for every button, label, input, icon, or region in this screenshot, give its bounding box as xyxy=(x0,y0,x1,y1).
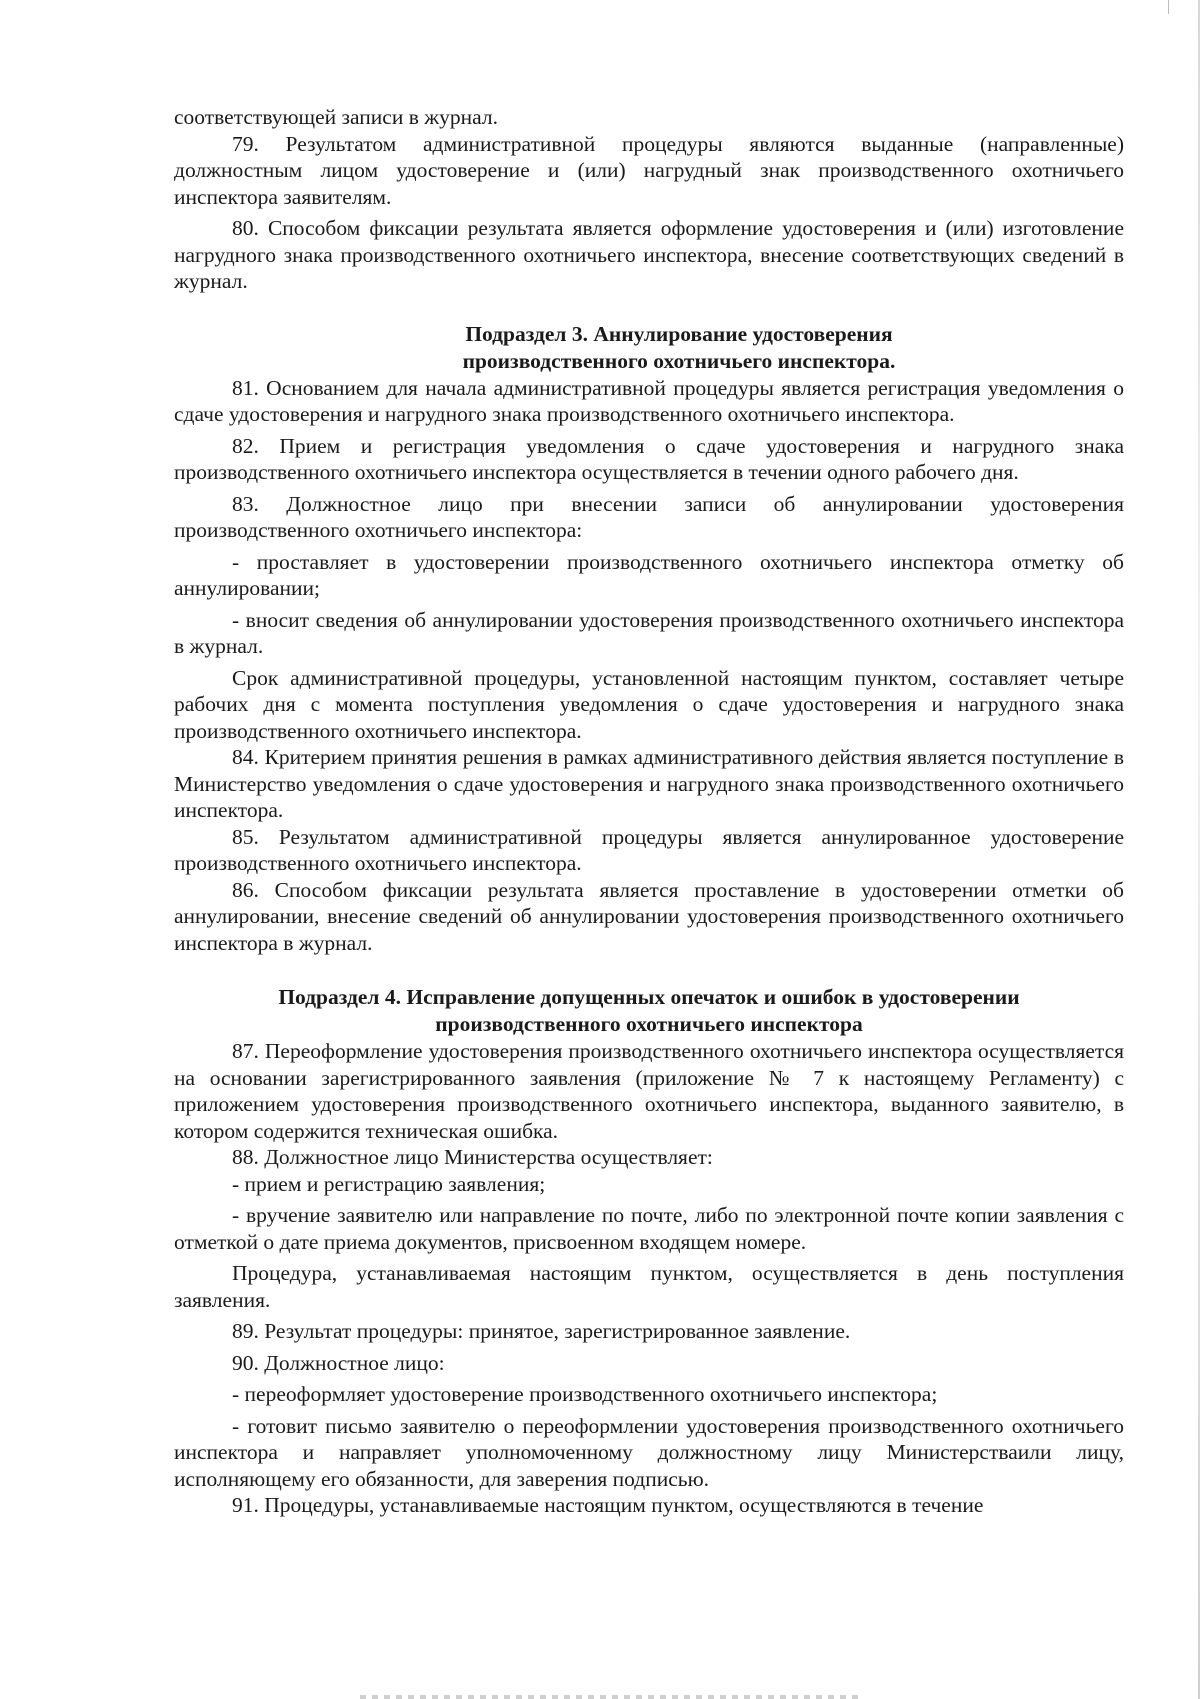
paragraph-86: 86. Способом фиксации результата является проставление в удостоверении отметки об аннулировании, внесение сведений об аннулировании удостоверения производственного охотничьего инспектора в журнал. xyxy=(174,877,1124,955)
document-body xyxy=(174,104,1124,1519)
paragraph-83-term: Срок административной процедуры, установленной настоящим пунктом, составляет четыре рабочих дня с момента поступления уведомления о сдаче удостоверения и нагрудного знака производственного охотничьего инспектора. xyxy=(174,665,1124,743)
paragraph-82: 82. Прием и регистрация уведомления о сдаче удостоверения и нагрудного знака производственного охотничьего инспектора осуществляется в течении одного рабочего дня. xyxy=(174,433,1124,484)
subsection-4-heading xyxy=(174,984,1124,1038)
paragraph-83-item-b: - вносит сведения об аннулировании удостоверения производственного охотничьего инспектора в журнал. xyxy=(174,607,1124,658)
subsection-3-title-line-2: производственного охотничьего инспектора. xyxy=(462,348,896,373)
paragraph-87: 87. Переоформление удостоверения производственного охотничьего инспектора осуществляется на основании зарегистрированного заявления (приложение № 7 к настоящему Регламенту) с приложением удостоверения производственного охотничьего инспектора, выданного заявителю, в котором содержится техническая ошибка. xyxy=(174,1039,1124,1143)
paragraph-83-item-a: - проставляет в удостоверении производственного охотничьего инспектора отметку об аннулировании; xyxy=(174,549,1124,600)
paragraph-90-item-b: - готовит письмо заявителю о переоформлении удостоверения производственного охотничьего инспектора и направляет уполномоченному должностному лицу Министерстваили лицу, исполняющему его обязанности, для заверения подписью. xyxy=(174,1413,1124,1491)
paragraph-90: 90. Должностное лицо: xyxy=(232,1350,445,1375)
scan-mark xyxy=(1168,0,1169,14)
paragraph-85: 85. Результатом административной процедуры является аннулированное удостоверение производственного охотничьего инспектора. xyxy=(174,824,1124,875)
paragraph-88-term: Процедура, устанавливаемая настоящим пунктом, осуществляется в день поступления заявления. xyxy=(174,1261,1124,1312)
paragraph-80: 80. Способом фиксации результата является оформление удостоверения и (или) изготовление нагрудного знака производственного охотничьего инспектора, внесение соответствующих сведений в журнал. xyxy=(174,216,1124,293)
paragraph-91: 91. Процедуры, устанавливаемые настоящим пунктом, осуществляются в течение xyxy=(232,1493,984,1517)
subsection-3-title-line-1: Подраздел 3. Аннулирование удостоверения xyxy=(465,321,893,346)
paragraph-continuation: соответствующей записи в журнал. xyxy=(174,105,498,129)
paragraph-88-item-b: - вручение заявителю или направление по почте, либо по электронной почте копии заявления с отметкой о дате приема документов, присвоенном входящем номере. xyxy=(174,1203,1124,1254)
subsection-3-heading xyxy=(174,321,1124,375)
paragraph-88: 88. Должностное лицо Министерства осуществляет: xyxy=(232,1145,713,1169)
paragraph-90-item-a: - переоформляет удостоверение производственного охотничьего инспектора; xyxy=(232,1382,938,1406)
paragraph-89: 89. Результат процедуры: принятое, зарегистрированное заявление. xyxy=(232,1319,851,1343)
paragraph-81: 81. Основанием для начала административной процедуры является регистрация уведомления о сдаче удостоверения и нагрудного знака производственного охотничьего инспектора. xyxy=(174,375,1124,426)
paragraph-84: 84. Критерием принятия решения в рамках административного действия является поступление в Министерство уведомления о сдаче удостоверения и нагрудного знака производственного охотничьего инспектора. xyxy=(174,745,1124,822)
paragraph-83: 83. Должностное лицо при внесении записи об аннулировании удостоверения производственного охотничьего инспектора: xyxy=(174,491,1124,542)
scan-bottom-edge xyxy=(360,1695,860,1699)
subsection-4-title-line-1: Подраздел 4. Исправление допущенных опечаток и ошибок в удостоверении xyxy=(278,985,1020,1009)
paragraph-79: 79. Результатом административной процедуры являются выданные (направленные) должностным лицом удостоверение и (или) нагрудный знак производственного охотничьего инспектора заявителям. xyxy=(174,131,1124,209)
subsection-4-title-line-2: производственного охотничьего инспектора xyxy=(435,1012,863,1036)
paragraph-88-item-a: - прием и регистрацию заявления; xyxy=(232,1171,546,1196)
